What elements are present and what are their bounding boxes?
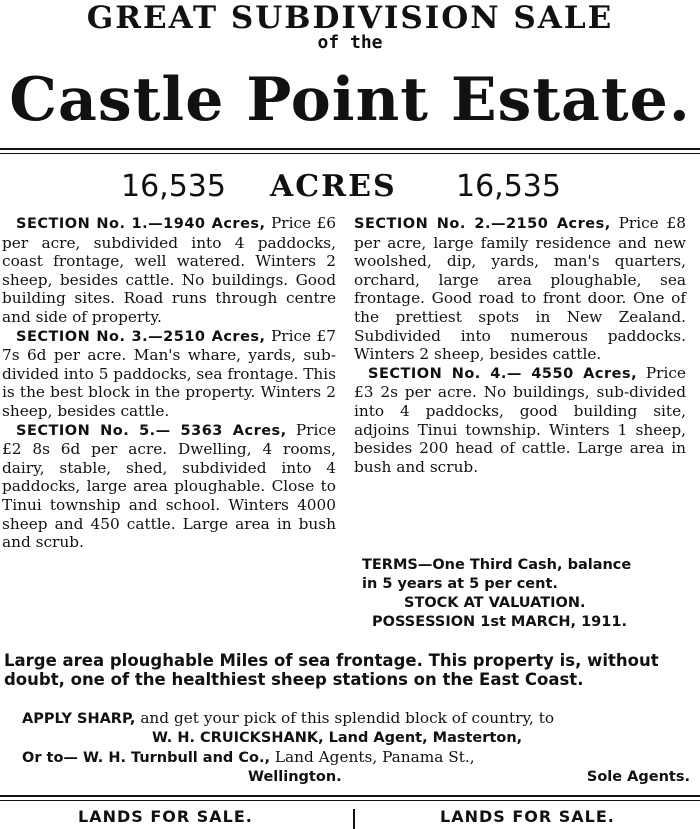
right-column (354, 214, 686, 476)
terms-line: in 5 years at 5 per cent. (362, 576, 558, 592)
footer-heading-right: LANDS FOR SALE. (440, 807, 615, 826)
footer-rule-thin (0, 800, 700, 801)
footer-rule (0, 795, 700, 797)
headline-of-the: of the (317, 32, 383, 53)
acreage-right: 16,535 (456, 169, 561, 204)
possession-date: POSSESSION 1st MARCH, 1911. (372, 614, 627, 630)
stock-valuation: STOCK AT VALUATION. (404, 595, 586, 611)
headline-estate: Castle Point Estate. (9, 65, 691, 135)
section-body: Price £6 per acre, subdivided into 4 paddocks, coast frontage, well watered. Winters 2 sheep, besides cattle. No buildings. Good building sites. Road runs through centre and side of property. (2, 214, 336, 326)
section-body: Price £7 7s 6d per acre. Man's whare, yards, sub-divided into 5 paddocks, sea frontage. This is the best block in the property. Winters 2 sheep, besides cattle. (2, 326, 336, 420)
apply-line (22, 768, 698, 787)
apply-line (22, 748, 698, 768)
footer-divider (353, 809, 355, 829)
highlight-paragraph: Large area ploughable Miles of sea frontage. This property is, without doubt, one of the healthiest sheep stations on the East Coast. (4, 651, 659, 689)
section-1 (2, 214, 336, 327)
section-2 (354, 214, 686, 364)
acreage-banner (0, 165, 700, 209)
section-body: Price £2 8s 6d per acre. Dwelling, 4 rooms, dairy, stable, shed, subdivided into 4 paddocks, large area ploughable. Close to Tinui township and school. Winters 4000 sheep and 450 cattle. Large area in bush and scrub. (2, 420, 336, 552)
section-heading: SECTION No. 4.— 4550 Acres, (368, 365, 638, 382)
headline-sale: GREAT SUBDIVISION SALE (86, 0, 614, 36)
apply-sharp: APPLY SHARP, (22, 711, 136, 727)
agent-wellington: Or to— W. H. Turnbull and Co., (22, 750, 270, 766)
section-body: Price £3 2s per acre. No buildings, sub-divided into 4 paddocks, good building site, adjoins Tinui township. Winters 1 sheep, besides 200 head of cattle. Large area in bush and scrub. (354, 363, 686, 476)
apply-line (22, 709, 698, 729)
section-5 (2, 421, 336, 552)
section-heading: SECTION No. 3.—2510 Acres, (16, 328, 266, 345)
agent-masterton: W. H. CRUICKSHANK, Land Agent, Masterton, (152, 730, 523, 746)
apply-text: and get your pick of this splendid block of country, to (135, 709, 555, 727)
acreage-word: ACRES (270, 169, 397, 204)
section-4 (354, 364, 686, 477)
footer-heading-left: LANDS FOR SALE. (78, 807, 253, 826)
apply-block (22, 709, 698, 787)
section-3 (2, 327, 336, 421)
section-heading: SECTION No. 1.—1940 Acres, (16, 216, 266, 232)
left-column (2, 214, 336, 552)
divider-rule (0, 148, 700, 150)
agent-city: Wellington. (248, 769, 342, 785)
terms-block (354, 556, 694, 632)
sole-agents: Sole Agents. (586, 769, 690, 785)
agent-address: Land Agents, Panama St., (269, 748, 475, 766)
acreage-left: 16,535 (121, 169, 226, 204)
terms-line: TERMS—One Third Cash, balance (362, 557, 632, 573)
divider-rule-thin (0, 153, 700, 154)
footer (0, 803, 700, 829)
section-body: Price £8 per acre, large family residence and new woolshed, dip, yards, man's quarters, orchard, large area ploughable, sea frontage. Good road to front door. One of the prettiest spots in New Zealand. Subdivided into numerous paddocks. Winters 2 sheep, besides cattle. (354, 214, 686, 364)
section-heading: SECTION No. 5.— 5363 Acres, (16, 422, 287, 439)
section-heading: SECTION No. 2.—2150 Acres, (354, 216, 611, 232)
